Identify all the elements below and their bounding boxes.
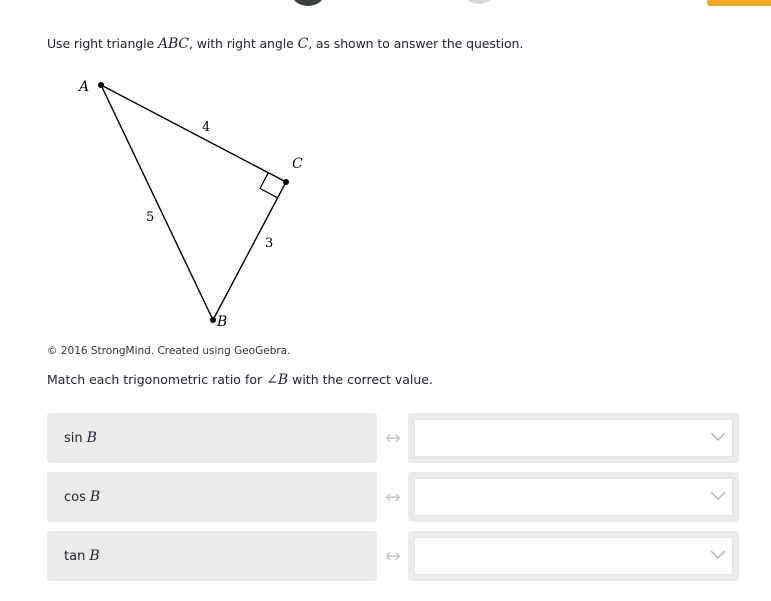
answer-dropdown-cos[interactable] — [408, 472, 739, 522]
chevron-down-icon[interactable] — [710, 491, 726, 501]
side-bc-line — [213, 182, 286, 320]
chevron-down-icon[interactable] — [710, 432, 726, 442]
dropdown-field[interactable] — [414, 537, 733, 575]
vertex-c-point — [283, 179, 289, 185]
vertex-b-label: B — [217, 314, 228, 330]
double-arrow-icon: ↔ — [385, 545, 401, 567]
vertex-a-point — [98, 82, 104, 88]
prompt-tan-b[interactable]: tan B — [47, 531, 377, 581]
double-arrow-icon: ↔ — [385, 486, 401, 508]
copyright-text: © 2016 StrongMind. Created using GeoGebra. — [47, 345, 291, 357]
answer-dropdown-tan[interactable] — [408, 531, 739, 581]
vertex-a-label: A — [79, 79, 90, 95]
vertex-c-label: C — [292, 156, 303, 172]
match-row — [47, 531, 739, 581]
side-ab-line — [101, 85, 213, 320]
side-ac-line — [101, 85, 286, 182]
chevron-down-icon[interactable] — [710, 550, 726, 560]
top-action-button[interactable] — [707, 0, 771, 6]
question-text: Use right triangle ABC, with right angle C, as shown to answer the question. — [47, 36, 524, 52]
side-ac-label: 4 — [202, 120, 211, 135]
progress-dot-current — [290, 0, 326, 6]
prompt-sin-b[interactable]: sin B — [47, 413, 377, 463]
side-bc-label: 3 — [265, 236, 274, 251]
instruction-text: Match each trigonometric ratio for ∠B with the correct value. — [47, 372, 433, 388]
prompt-cos-b[interactable]: cos B — [47, 472, 377, 522]
dropdown-field[interactable] — [414, 419, 733, 457]
match-row — [47, 472, 739, 522]
dropdown-field[interactable] — [414, 478, 733, 516]
triangle-figure — [60, 70, 340, 345]
match-row — [47, 413, 739, 463]
side-ab-label: 5 — [146, 210, 155, 225]
vertex-b-point — [210, 317, 216, 323]
progress-dot — [462, 0, 496, 4]
double-arrow-icon: ↔ — [385, 427, 401, 449]
answer-dropdown-sin[interactable] — [408, 413, 739, 463]
